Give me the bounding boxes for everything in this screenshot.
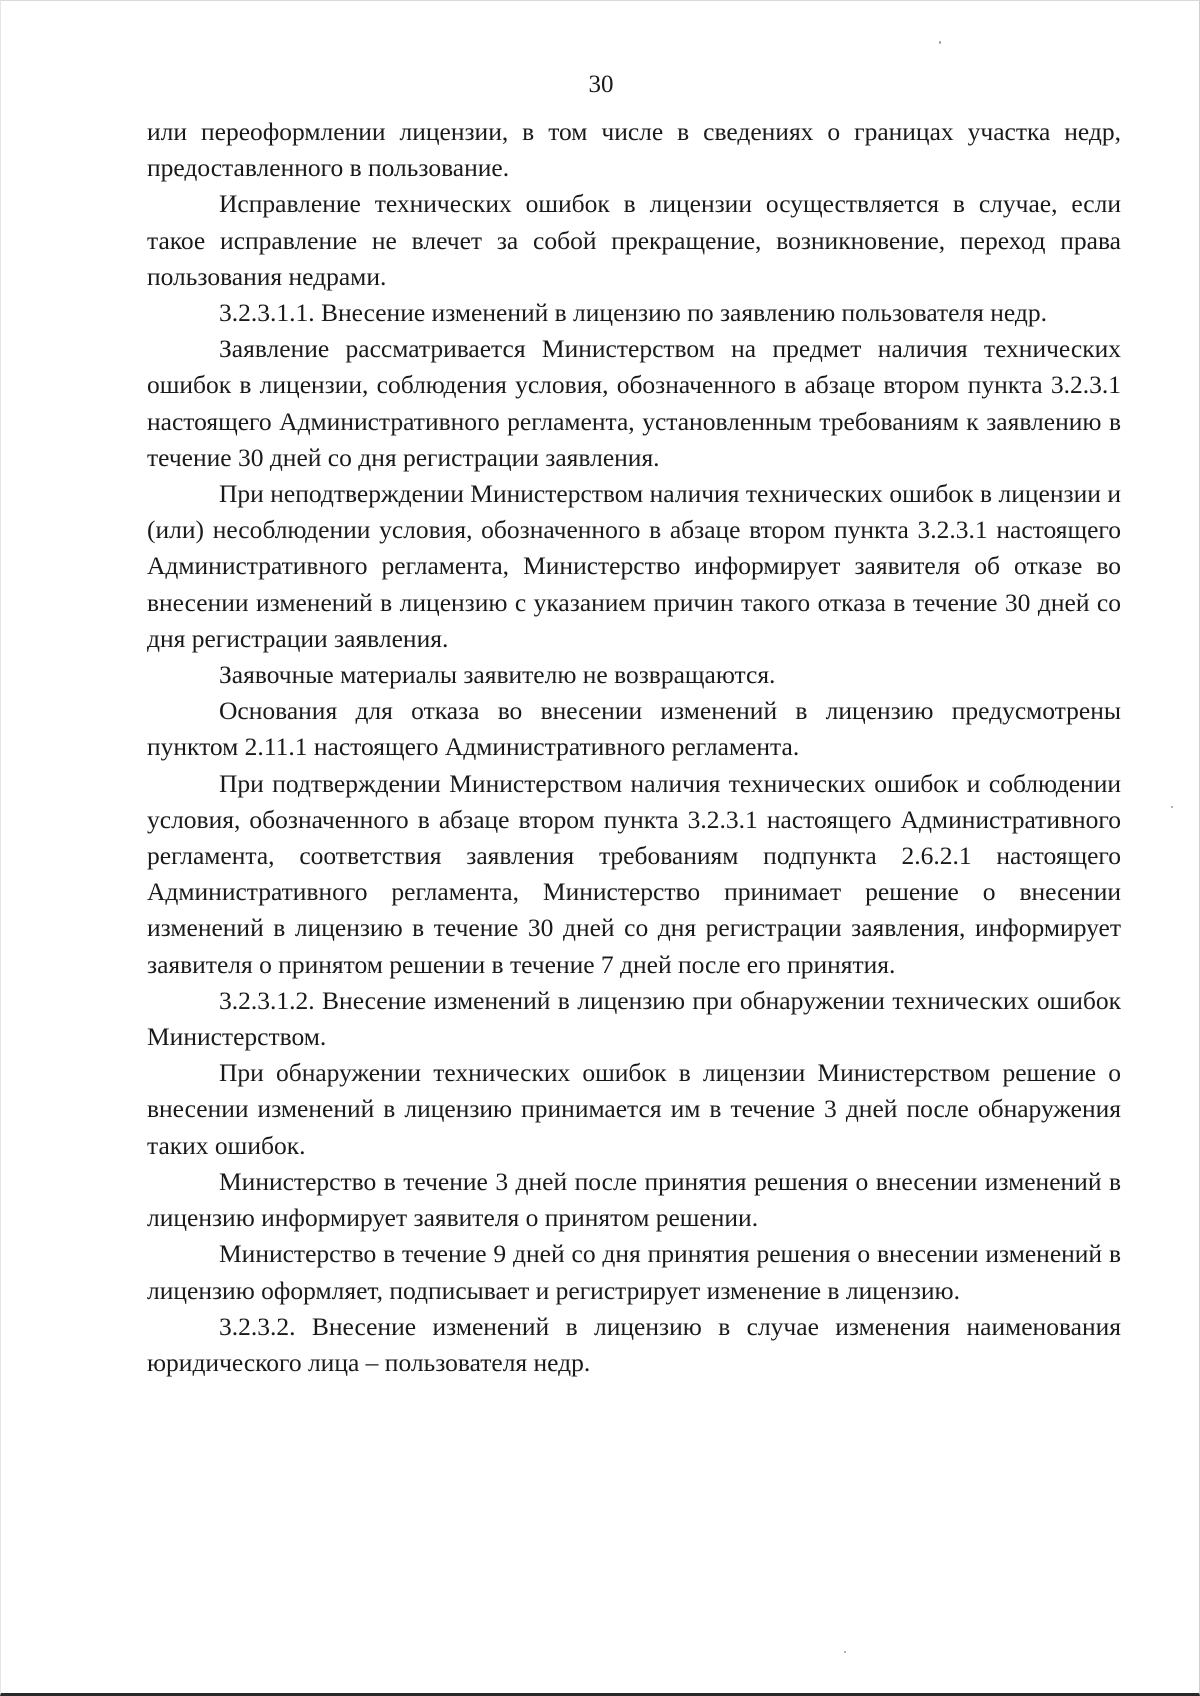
paragraph-refusal-grounds: Основания для отказа во внесении изменений в лицензию предусмотрены пунктом 2.11.1 настоящего Административного регламента. — [147, 696, 1121, 762]
paragraph-refusal-notice: При неподтверждении Министерством наличия технических ошибок в лицензии и (или) несоблюдении условия, обозначенного в абзаце втором пункта 3.2.3.1 настоящего Административного регламента, Министерство информирует заявителя об отказе во внесении изменений в лицензию с указанием причин такого отказа в течение 30 дней со дня регистрации заявления. — [147, 479, 1121, 653]
section-heading-3-2-3-1-2: 3.2.3.1.2. Внесение изменений в лицензию при обнаружении технических ошибок Министерством. — [147, 985, 1121, 1052]
document-body — [147, 114, 1121, 1381]
paragraph-continuation: или переоформлении лицензии, в том числе в сведениях о границах участка недр, предоставленного в пользование. — [147, 117, 1121, 183]
scan-speck — [844, 1651, 846, 1653]
paragraph-application-review: Заявление рассматривается Министерством на предмет наличия технических ошибок в лицензии, соблюдения условия, обозначенного в абзаце втором пункта 3.2.3.1 настоящего Административного регламента, установленным требованиям к заявлению в течение 30 дней со дня регистрации заявления. — [147, 334, 1121, 472]
scan-speck — [1171, 806, 1173, 808]
paragraph-ministry-detection: При обнаружении технических ошибок в лицензии Министерством решение о внесении изменений в лицензию принимается им в течение 3 дней после обнаружения таких ошибок. — [147, 1058, 1121, 1160]
section-heading-3-2-3-1-1: 3.2.3.1.1. Внесение изменений в лицензию по заявлению пользователя недр. — [219, 298, 1048, 328]
paragraph-ministry-informs: Министерство в течение 3 дней после принятия решения о внесении изменений в лицензию информирует заявителя о принятом решении. — [147, 1166, 1121, 1233]
page-number: 30 — [588, 71, 614, 98]
paragraph-ministry-registers: Министерство в течение 9 дней со дня принятия решения о внесении изменений в лицензию оформляет, подписывает и регистрирует изменение в лицензию. — [147, 1239, 1121, 1305]
paragraph-technical-errors: Исправление технических ошибок в лицензии осуществляется в случае, если такое исправление не влечет за собой прекращение, возникновение, переход права пользования недрами. — [147, 189, 1121, 291]
paragraph-decision: При подтверждении Министерством наличия технических ошибок и соблюдении условия, обозначенного в абзаце втором пункта 3.2.3.1 настоящего Административного регламента, соответствия заявления требованиям подпункта 2.6.2.1 настоящего Административного регламента, Министерство принимает решение о внесении изменений в лицензию в течение 30 дней со дня регистрации заявления, информирует заявителя о принятом решении в течение 7 дней после его принятия. — [147, 768, 1121, 979]
paragraph-materials-not-returned: Заявочные материалы заявителю не возвращаются. — [219, 660, 776, 690]
section-heading-3-2-3-2: 3.2.3.2. Внесение изменений в лицензию в случае изменения наименования юридического лица – пользователя недр. — [147, 1311, 1121, 1377]
scan-speck — [939, 41, 941, 44]
